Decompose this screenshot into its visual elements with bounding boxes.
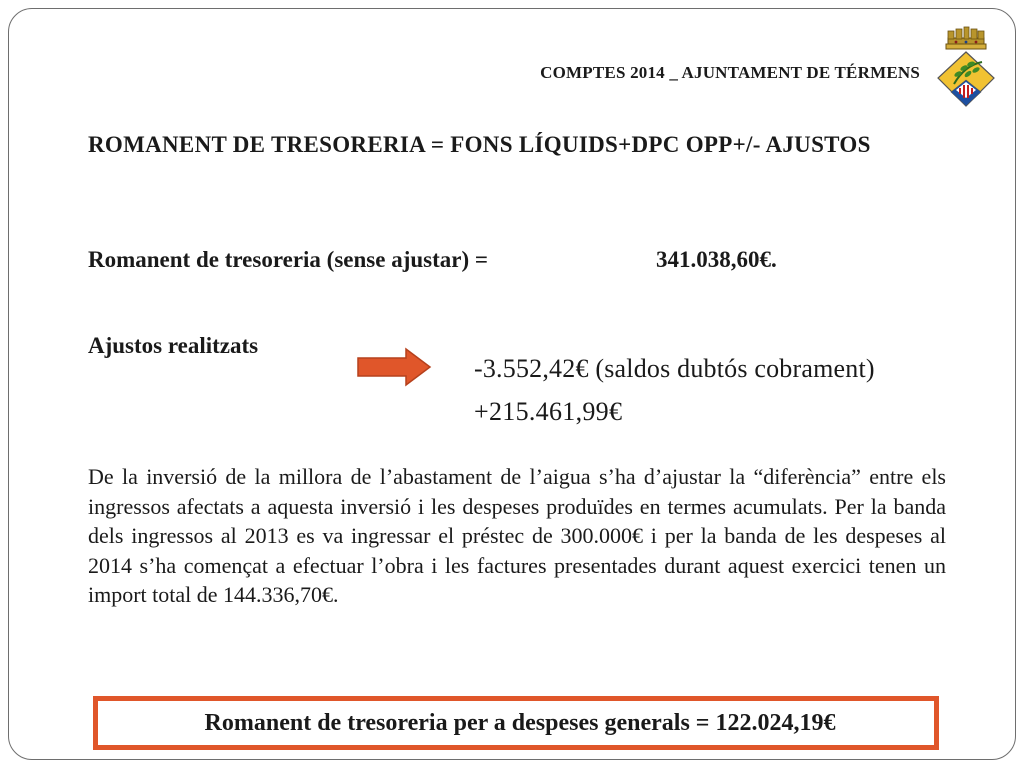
explanation-paragraph: De la inversió de la millora de l’abastament de l’aigua s’ha d’ajustar la “diferència” entre els ingressos afectats a aquesta inversió i les despeses produïdes en termes acumulats. Per la banda dels ingressos al 2013 es va ingressar el préstec de 300.000€ i per la banda de les despeses al 2014 s’ha començat a efectuar l’obra i les factures presentades durant aquest exercici tenen un import total de 144.336,70€. — [88, 464, 946, 607]
adjustment-item: +215.461,99€ — [474, 397, 623, 426]
romanent-line — [88, 247, 777, 273]
formula-heading: ROMANENT DE TRESORERIA = FONS LÍQUIDS+DPC OPP+/- AJUSTOS — [88, 132, 871, 157]
arrow-right-icon — [356, 347, 432, 387]
ajustos-label: Ajustos realitzats — [88, 333, 259, 358]
romanent-label: Romanent de tresoreria (sense ajustar) = — [88, 247, 488, 272]
romanent-value: 341.038,60€. — [656, 247, 777, 272]
result-box — [93, 696, 939, 750]
header-title: COMPTES 2014 _ AJUNTAMENT DE TÉRMENS — [540, 63, 920, 82]
adjustment-item: -3.552,42€ (saldos dubtós cobrament) — [474, 354, 875, 383]
coat-of-arms-icon — [934, 22, 998, 108]
result-text: Romanent de tresoreria per a despeses generals = 122.024,19€ — [204, 709, 836, 736]
slide-frame — [8, 8, 1016, 760]
